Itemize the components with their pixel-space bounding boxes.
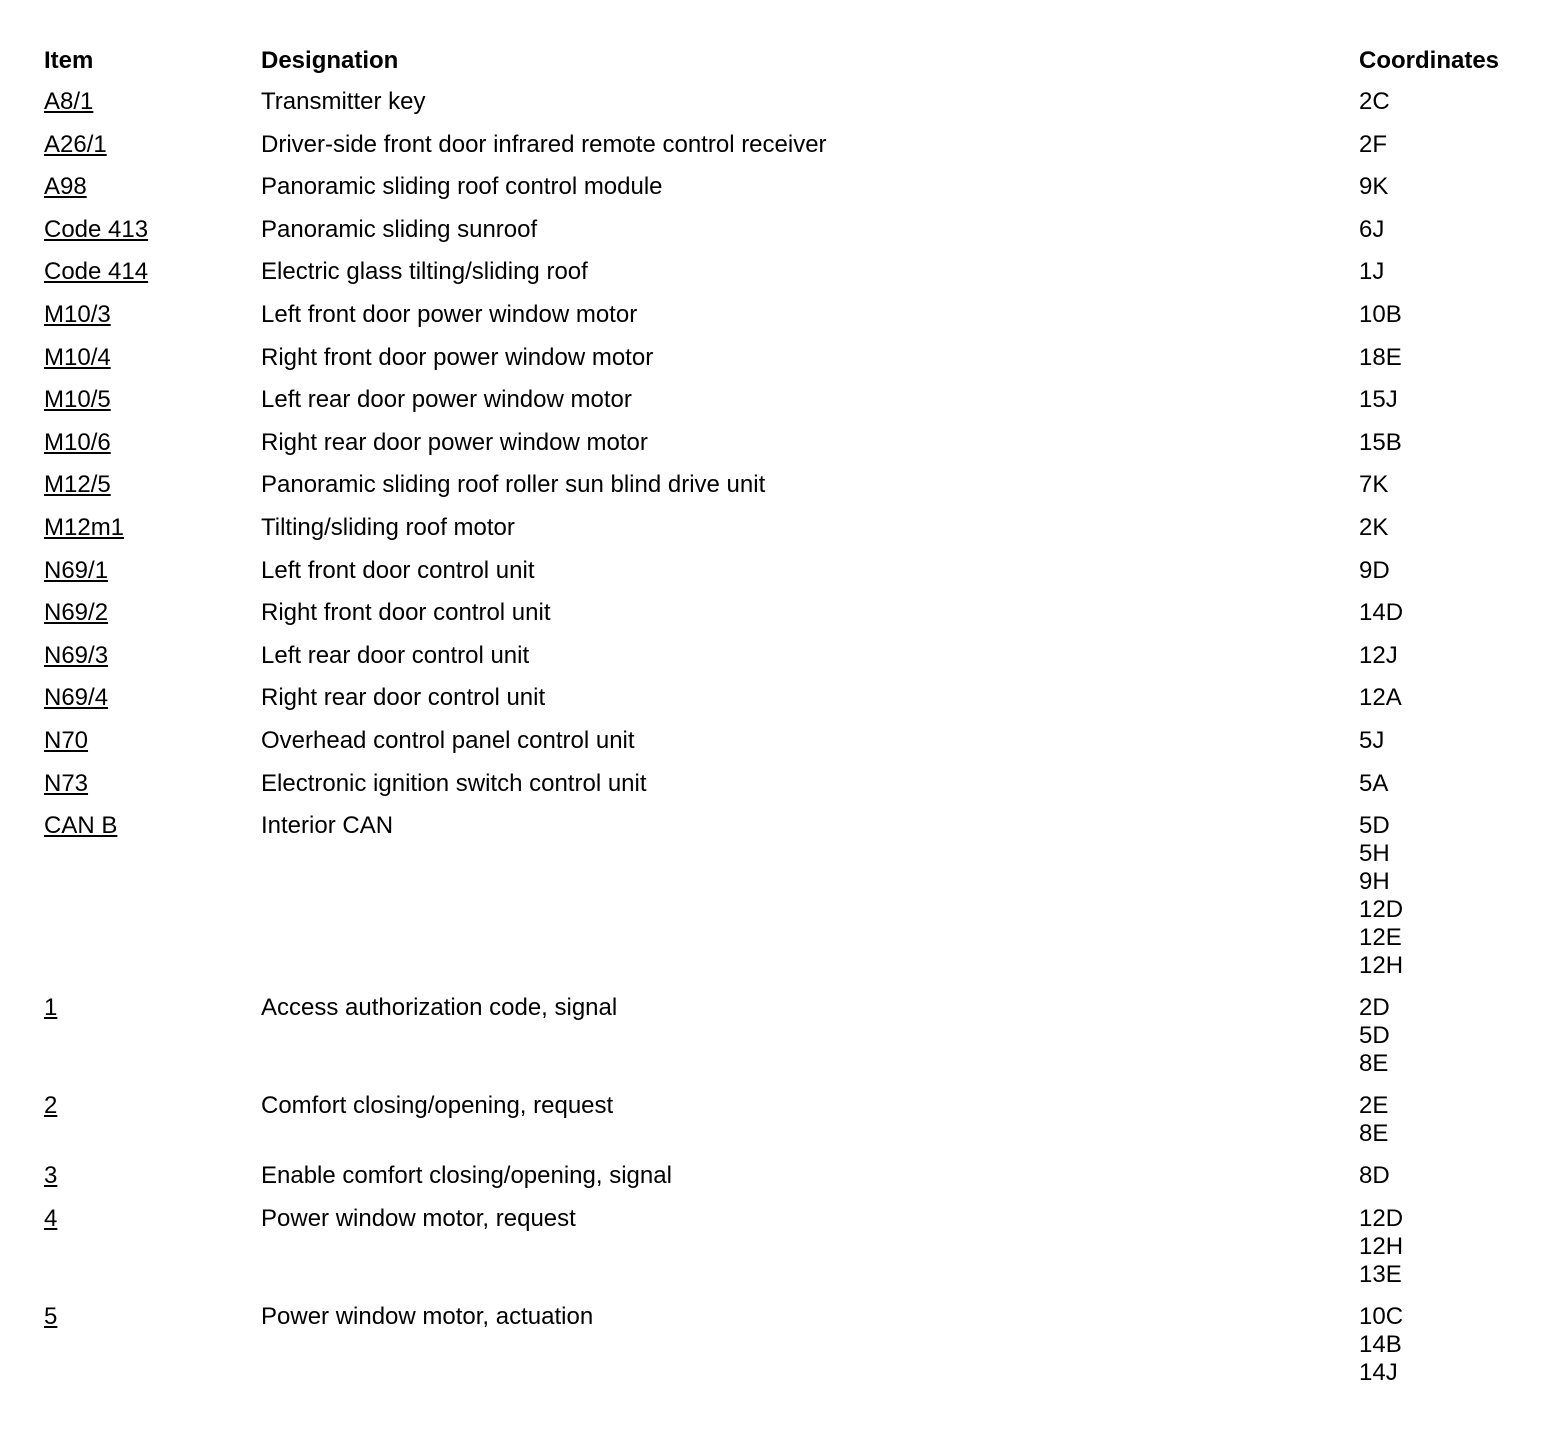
- coordinates-cell: [1359, 1162, 1524, 1205]
- table-row: [44, 88, 1524, 131]
- designation-text: Overhead control panel control unit: [261, 726, 635, 754]
- designation-text: Right front door power window motor: [261, 343, 654, 371]
- table-row: [44, 514, 1524, 557]
- item-link[interactable]: CAN B: [44, 812, 118, 840]
- coordinate-value: 15J: [1359, 386, 1398, 414]
- item-link[interactable]: 5: [44, 1302, 58, 1330]
- coordinate-value: 8E: [1359, 1120, 1389, 1148]
- item-link[interactable]: M10/3: [44, 300, 111, 328]
- designation-text: Comfort closing/opening, request: [261, 1092, 614, 1120]
- legend-table: [44, 46, 1524, 1401]
- designation-text: Electronic ignition switch control unit: [261, 769, 647, 797]
- coordinates-cell: [1359, 173, 1524, 216]
- designation-text: Panoramic sliding roof control module: [261, 173, 663, 201]
- item-cell: [44, 301, 261, 344]
- table-row: [44, 471, 1524, 514]
- item-link[interactable]: Code 414: [44, 258, 149, 286]
- designation-text: Right front door control unit: [261, 599, 551, 627]
- item-cell: [44, 1092, 261, 1148]
- coordinate-value: 12H: [1359, 952, 1404, 980]
- table-row: [44, 727, 1524, 770]
- coordinates-cell: [1359, 994, 1524, 1078]
- coordinates-cell: [1359, 727, 1524, 770]
- item-link[interactable]: A98: [44, 173, 87, 201]
- item-cell: [44, 429, 261, 472]
- table-row: [44, 994, 1524, 1092]
- coordinates-cell: [1359, 258, 1524, 301]
- designation-text: Panoramic sliding roof roller sun blind drive unit: [261, 471, 766, 499]
- designation-text: Left front door power window motor: [261, 300, 638, 328]
- coordinates-cell: [1359, 1303, 1524, 1387]
- coordinates-cell: [1359, 642, 1524, 685]
- coordinate-value: 12J: [1359, 641, 1398, 669]
- table-row: [44, 386, 1524, 429]
- coordinate-value: 2K: [1359, 513, 1389, 541]
- coordinate-value: 12D: [1359, 1204, 1404, 1232]
- item-link[interactable]: N69/1: [44, 556, 109, 584]
- designation-text: Left rear door power window motor: [261, 386, 632, 414]
- item-cell: [44, 173, 261, 216]
- designation-text: Power window motor, request: [261, 1204, 576, 1232]
- coordinate-value: 18E: [1359, 343, 1402, 371]
- item-cell: [44, 727, 261, 770]
- coordinate-value: 15B: [1359, 428, 1402, 456]
- table-row: [44, 429, 1524, 472]
- coordinates-cell: [1359, 216, 1524, 259]
- table-row: [44, 258, 1524, 301]
- coordinates-cell: [1359, 88, 1524, 131]
- coordinates-cell: [1359, 812, 1524, 980]
- item-link[interactable]: M10/4: [44, 343, 111, 371]
- coordinate-value: 2F: [1359, 130, 1388, 158]
- coordinate-value: 6J: [1359, 215, 1385, 243]
- item-link[interactable]: A26/1: [44, 130, 107, 158]
- table-row: [44, 301, 1524, 344]
- item-link[interactable]: M12/5: [44, 471, 111, 499]
- coordinate-value: 12E: [1359, 924, 1402, 952]
- item-link[interactable]: A8/1: [44, 88, 94, 115]
- coordinates-cell: [1359, 429, 1524, 472]
- item-cell: [44, 642, 261, 685]
- coordinates-cell: [1359, 684, 1524, 727]
- item-link[interactable]: M10/5: [44, 386, 111, 414]
- table-row: [44, 642, 1524, 685]
- item-cell: [44, 994, 261, 1078]
- table-row: [44, 557, 1524, 600]
- coordinate-value: 14J: [1359, 1358, 1398, 1386]
- coordinate-value: 13E: [1359, 1260, 1402, 1288]
- coordinate-value: 9D: [1359, 556, 1390, 584]
- coordinate-value: 12A: [1359, 684, 1402, 712]
- table-row: [44, 1303, 1524, 1401]
- item-link[interactable]: M12m1: [44, 513, 125, 541]
- coordinate-value: 14B: [1359, 1330, 1402, 1358]
- table-row: [44, 1092, 1524, 1162]
- table-row: [44, 812, 1524, 994]
- item-link[interactable]: 1: [44, 994, 58, 1022]
- designation-text: Transmitter key: [261, 88, 426, 115]
- item-link[interactable]: N69/2: [44, 599, 109, 627]
- item-link[interactable]: N73: [44, 769, 89, 797]
- item-link[interactable]: N69/3: [44, 641, 109, 669]
- designation-text: Left front door control unit: [261, 556, 535, 584]
- item-cell: [44, 1205, 261, 1289]
- designation-text: Driver-side front door infrared remote control receiver: [261, 130, 827, 158]
- coordinate-value: 2D: [1359, 994, 1390, 1022]
- table-row: [44, 599, 1524, 642]
- table-row: [44, 1205, 1524, 1303]
- coordinate-value: 9H: [1359, 868, 1390, 896]
- item-cell: [44, 344, 261, 387]
- coordinate-value: 2C: [1359, 88, 1390, 115]
- coordinates-cell: [1359, 471, 1524, 514]
- coordinates-cell: [1359, 1205, 1524, 1289]
- header-designation: Designation: [261, 47, 399, 74]
- coordinate-value: 5A: [1359, 769, 1389, 797]
- coordinates-cell: [1359, 301, 1524, 344]
- designation-text: Power window motor, actuation: [261, 1302, 594, 1330]
- coordinate-value: 8E: [1359, 1050, 1389, 1078]
- coordinates-cell: [1359, 770, 1524, 813]
- table-row: [44, 344, 1524, 387]
- designation-text: Enable comfort closing/opening, signal: [261, 1162, 672, 1190]
- coordinate-value: 1J: [1359, 258, 1385, 286]
- coordinates-cell: [1359, 514, 1524, 557]
- item-cell: [44, 131, 261, 174]
- designation-text: Panoramic sliding sunroof: [261, 215, 538, 243]
- designation-text: Tilting/sliding roof motor: [261, 513, 515, 541]
- item-cell: [44, 1162, 261, 1205]
- table-row: [44, 216, 1524, 259]
- item-cell: [44, 684, 261, 727]
- table-row: [44, 1162, 1524, 1205]
- coordinate-value: 14D: [1359, 599, 1404, 627]
- item-link[interactable]: N70: [44, 726, 89, 754]
- item-cell: [44, 514, 261, 557]
- item-cell: [44, 770, 261, 813]
- coordinate-value: 10C: [1359, 1302, 1404, 1330]
- header-item: Item: [44, 47, 94, 74]
- item-cell: [44, 599, 261, 642]
- item-link[interactable]: N69/4: [44, 684, 109, 712]
- item-link[interactable]: 4: [44, 1204, 58, 1232]
- coordinates-cell: [1359, 557, 1524, 600]
- designation-text: Access authorization code, signal: [261, 994, 618, 1022]
- item-link[interactable]: Code 413: [44, 215, 149, 243]
- item-link[interactable]: 3: [44, 1162, 58, 1190]
- table-row: [44, 131, 1524, 174]
- designation-text: Right rear door control unit: [261, 684, 546, 712]
- coordinate-value: 10B: [1359, 300, 1402, 328]
- coordinate-value: 5D: [1359, 812, 1390, 840]
- coordinates-cell: [1359, 386, 1524, 429]
- table-row: [44, 173, 1524, 216]
- coordinate-value: 12D: [1359, 896, 1404, 924]
- item-cell: [44, 471, 261, 514]
- coordinate-value: 8D: [1359, 1162, 1390, 1190]
- designation-text: Electric glass tilting/sliding roof: [261, 258, 588, 286]
- coordinate-value: 2E: [1359, 1092, 1389, 1120]
- header-coordinates: Coordinates: [1359, 47, 1500, 74]
- item-cell: [44, 216, 261, 259]
- item-cell: [44, 1303, 261, 1387]
- coordinate-value: 9K: [1359, 173, 1389, 201]
- item-link[interactable]: M10/6: [44, 428, 111, 456]
- designation-text: Left rear door control unit: [261, 641, 530, 669]
- table-row: [44, 684, 1524, 727]
- coordinates-cell: [1359, 131, 1524, 174]
- designation-text: Right rear door power window motor: [261, 428, 648, 456]
- coordinate-value: 7K: [1359, 471, 1389, 499]
- item-cell: [44, 557, 261, 600]
- item-link[interactable]: 2: [44, 1092, 58, 1120]
- table-body: [44, 88, 1524, 1401]
- coordinates-cell: [1359, 599, 1524, 642]
- designation-text: Interior CAN: [261, 812, 394, 840]
- item-cell: [44, 258, 261, 301]
- coordinate-value: 5D: [1359, 1022, 1390, 1050]
- table-row: [44, 770, 1524, 813]
- coordinate-value: 12H: [1359, 1232, 1404, 1260]
- item-cell: [44, 812, 261, 980]
- coordinates-cell: [1359, 1092, 1524, 1148]
- coordinate-value: 5J: [1359, 726, 1385, 754]
- table-header: [44, 46, 1524, 88]
- item-cell: [44, 386, 261, 429]
- coordinate-value: 5H: [1359, 840, 1390, 868]
- item-cell: [44, 88, 261, 131]
- coordinates-cell: [1359, 344, 1524, 387]
